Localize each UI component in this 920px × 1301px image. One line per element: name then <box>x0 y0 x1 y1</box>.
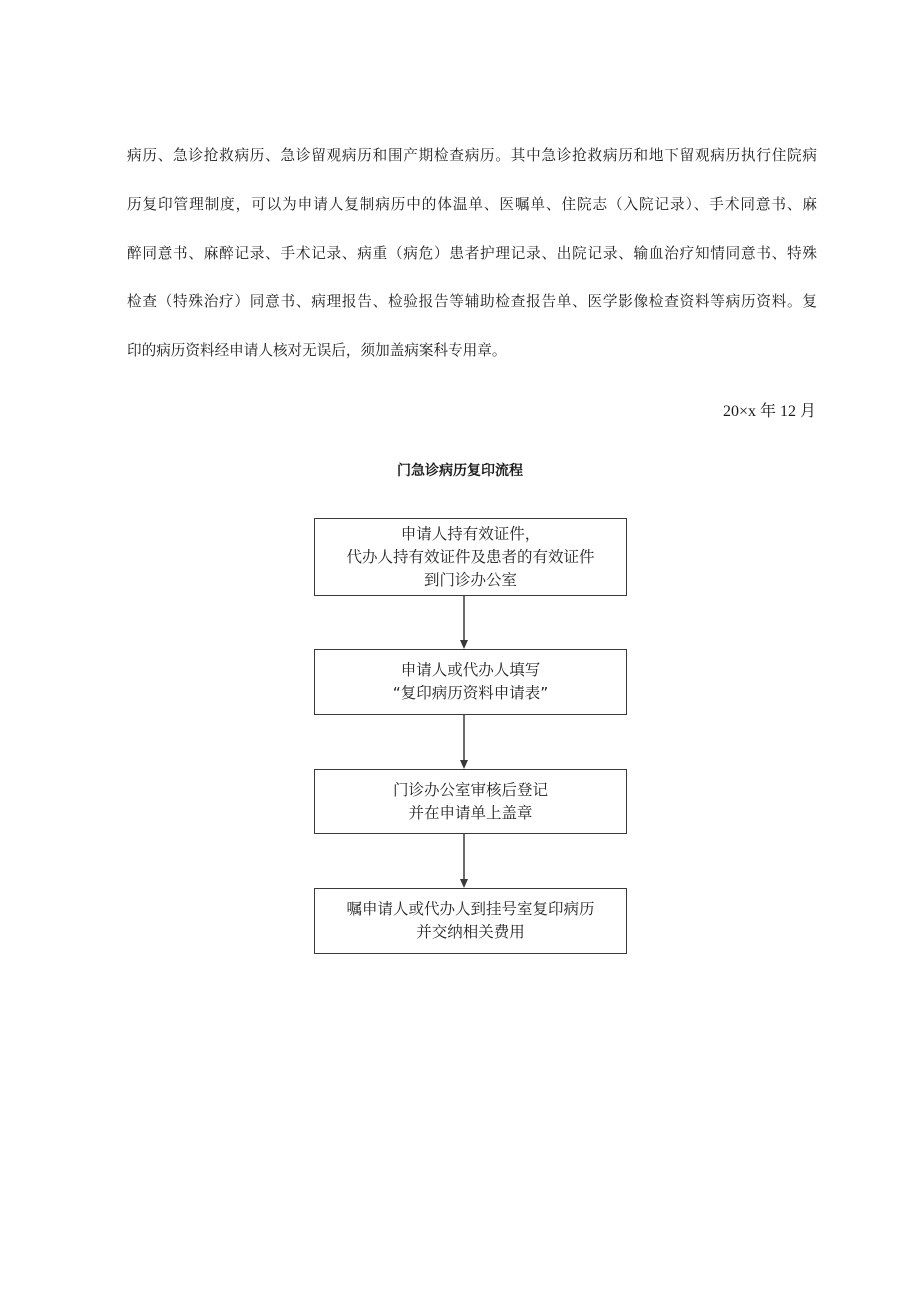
flow-arrow-2 <box>458 715 470 769</box>
flow-step-3-line-1: 门诊办公室审核后登记 <box>392 780 548 799</box>
flow-step-1-line-2: 代办人持有效证件及患者的有效证件 <box>346 547 595 566</box>
flow-step-2-line-1: 申请人或代办人填写 <box>400 661 541 679</box>
document-date: 20×x 年 12 月 <box>722 403 816 420</box>
flow-step-4-line-1: 嘱申请人或代办人到挂号室复印病历 <box>346 900 595 918</box>
paragraph-line-4: 检查（特殊治疗）同意书、病理报告、检验报告等辅助检查报告单、医学影像检查资料等病历资料。复 <box>127 293 817 310</box>
paragraph-line-1: 病历、急诊抢救病历、急诊留观病历和围产期检查病历。其中急诊抢救病历和地下留观病历执行住院病 <box>127 147 817 164</box>
paragraph-line-5: 印的病历资料经申请人核对无误后，须加盖病案科专用章。 <box>127 342 507 359</box>
paragraph-line-3: 醉同意书、麻醉记录、手术记录、病重（病危）患者护理记录、出院记录、输血治疗知情同意书、特殊 <box>127 245 817 262</box>
flow-step-1 <box>314 518 627 596</box>
flow-step-1-line-3: 到门诊办公室 <box>423 570 517 589</box>
flow-step-1-line-1: 申请人持有效证件， <box>400 524 541 543</box>
flow-step-2 <box>314 649 627 715</box>
flow-step-4 <box>314 888 627 954</box>
flow-arrow-3 <box>458 834 470 888</box>
flow-step-3-line-2: 并在申请单上盖章 <box>408 803 533 822</box>
flow-step-4-line-2: 并交纳相关费用 <box>416 923 525 941</box>
flow-step-3 <box>314 769 627 834</box>
paragraph-line-2: 历复印管理制度，可以为申请人复制病历中的体温单、医嘱单、住院志（入院记录）、手术同意书、麻 <box>127 196 817 213</box>
flow-arrow-1 <box>458 596 470 649</box>
flow-step-2-line-2: “复印病历资料申请表” <box>392 684 549 702</box>
flowchart-title: 门急诊病历复印流程 <box>397 463 523 479</box>
